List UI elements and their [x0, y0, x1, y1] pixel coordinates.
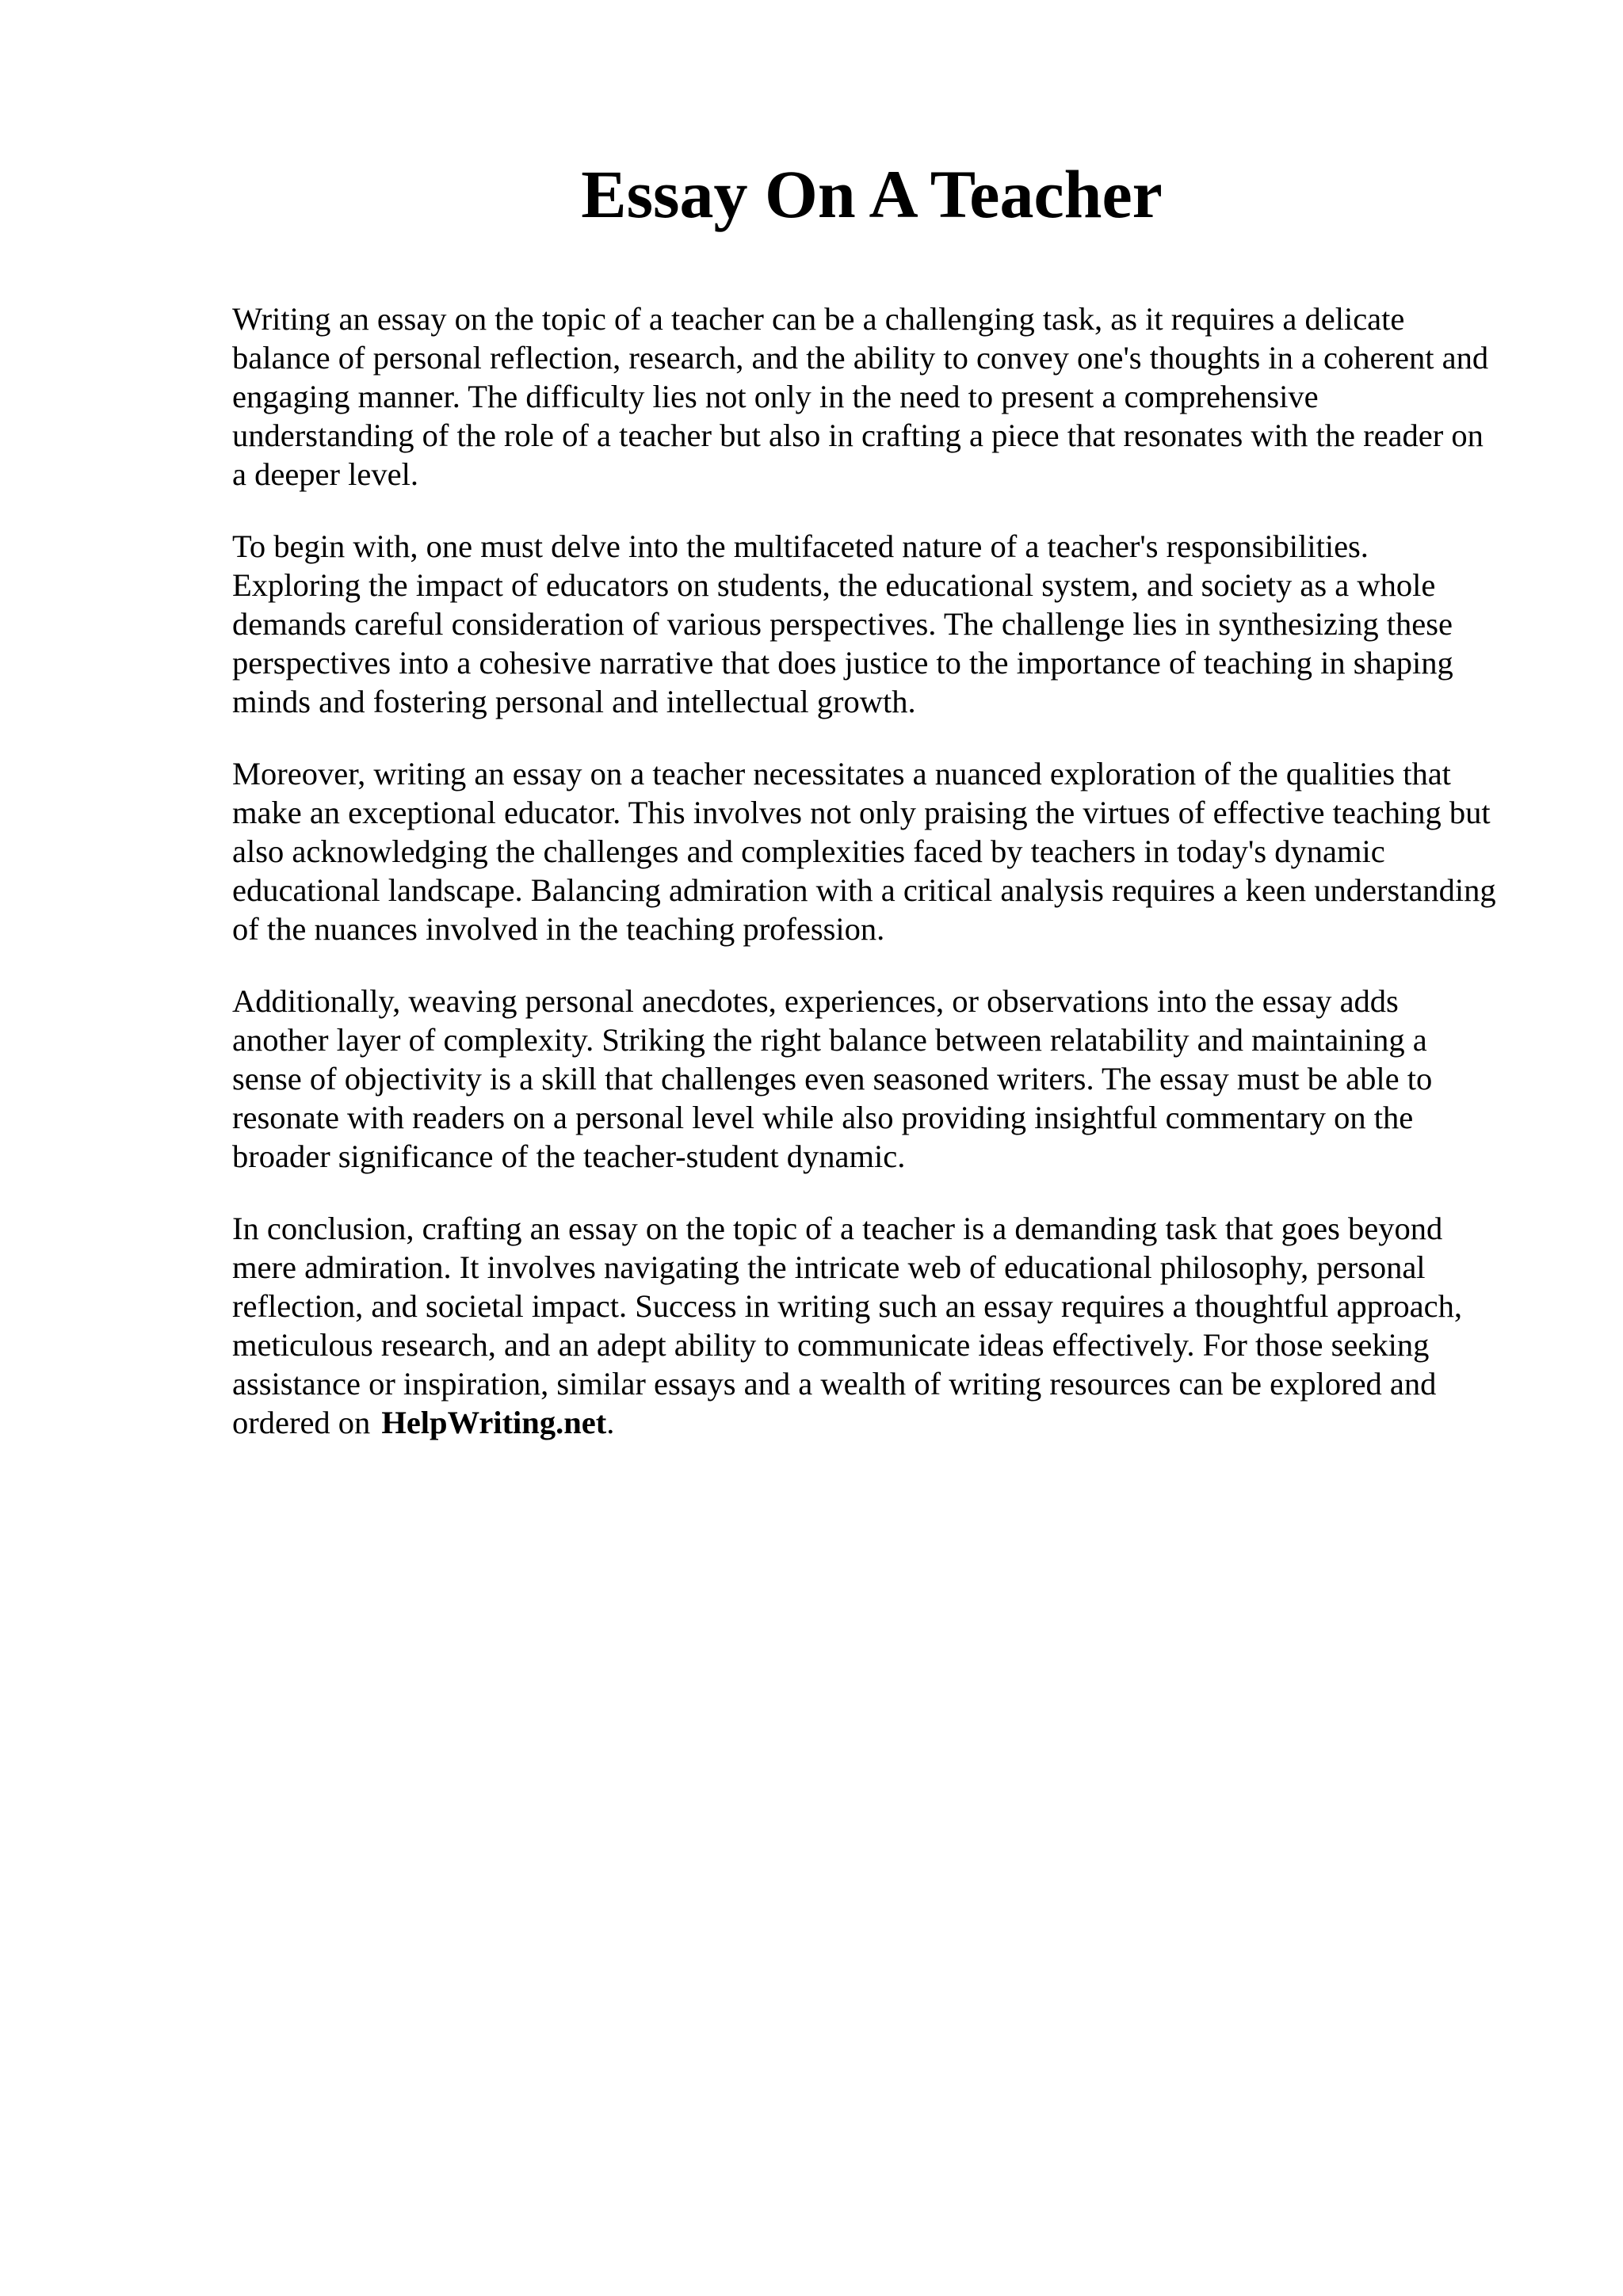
- paragraph-conclusion: [232, 1209, 1500, 1442]
- conclusion-text: In conclusion, crafting an essay on the topic of a teacher is a demanding task that goes beyond mere admiration. It involves navigating the intricate web of educational philosophy, personal reflection, and societal impact. Success in writing such an essay requires a thoughtful approach, meticulous research, and an adept ability to communicate ideas effectively. For those seeking assistance or inspiration, similar essays and a wealth of writing resources can be explored and ordered on: [232, 1211, 1463, 1440]
- paragraph-1: Writing an essay on the topic of a teacher can be a challenging task, as it requires a delicate balance of personal reflection, research, and the ability to convey one's thoughts in a coherent and engaging manner. The difficulty lies not only in the need to present a comprehensive understanding of the role of a teacher but also in crafting a piece that resonates with the reader on a deeper level.: [232, 301, 1489, 492]
- paragraph-2: To begin with, one must delve into the multifaceted nature of a teacher's responsibilities. Exploring the impact of educators on students, the educational system, and society as a whole demands careful consideration of various perspectives. The challenge lies in synthesizing these perspectives into a cohesive narrative that does justice to the importance of teaching in shaping minds and fostering personal and intellectual growth.: [232, 528, 1453, 719]
- page-title: Essay On A Teacher: [581, 156, 1163, 232]
- conclusion-period: .: [606, 1405, 615, 1440]
- brand-link[interactable]: HelpWriting.net: [381, 1405, 607, 1440]
- paragraph-4: Additionally, weaving personal anecdotes, experiences, or observations into the essay adds another layer of complexity. Striking the right balance between relatability and maintaining a sense of objectivity is a skill that challenges even seasoned writers. The essay must be able to resonate with readers on a personal level while also providing insightful commentary on the broader significance of the teacher-student dynamic.: [232, 983, 1433, 1174]
- paragraph-3: Moreover, writing an essay on a teacher necessitates a nuanced exploration of the qualities that make an exceptional educator. This involves not only praising the virtues of effective teaching but also acknowledging the challenges and complexities faced by teachers in today's dynamic educational landscape. Balancing admiration with a critical analysis requires a keen understanding of the nuances involved in the teaching profession.: [232, 756, 1496, 947]
- essay-body: [232, 299, 1500, 1475]
